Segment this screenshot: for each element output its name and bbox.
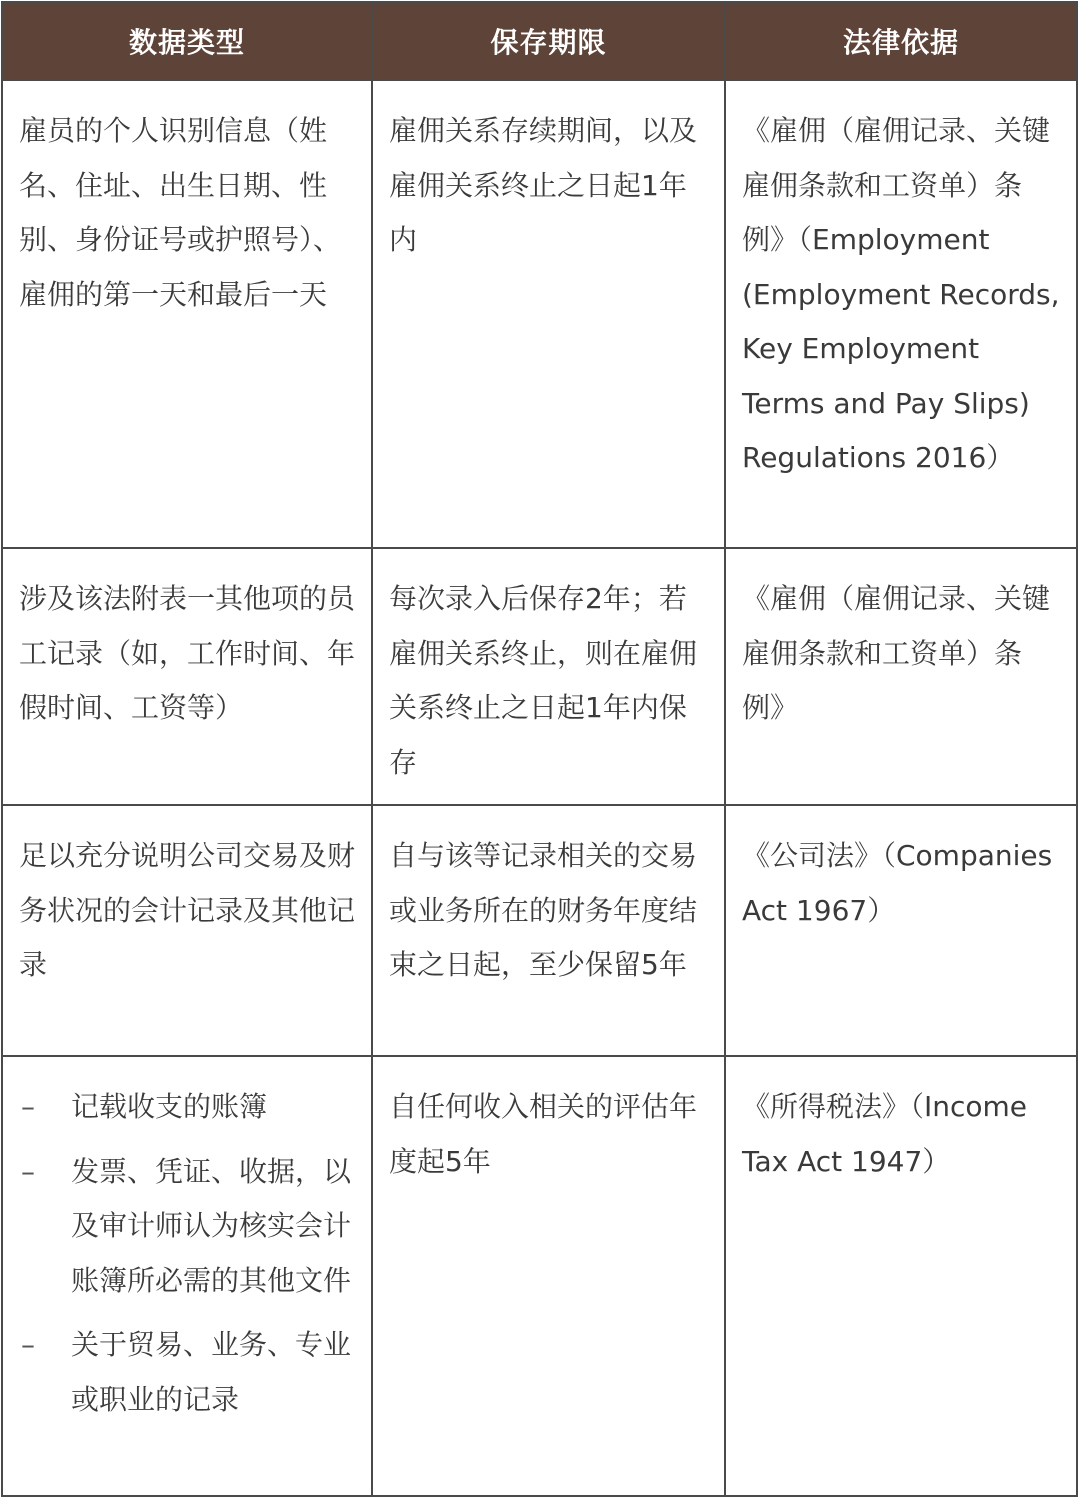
list-item [19, 1318, 357, 1427]
data-type-cell: 足以充分说明公司交易及财务状况的会计记录及其他记录 [2, 805, 372, 1056]
data-type-cell: 涉及该法附表一其他项的员工记录（如，工作时间、年假时间、工资等） [2, 548, 372, 805]
table-row [2, 805, 1077, 1056]
table-row [2, 80, 1077, 548]
retention-cell: 雇佣关系存续期间，以及雇佣关系终止之日起1年内 [372, 80, 725, 548]
list-item-text: 关于贸易、业务、专业或职业的记录 [71, 1328, 352, 1416]
retention-cell: 每次录入后保存2年；若雇佣关系终止，则在雇佣关系终止之日起1年内保存 [372, 548, 725, 805]
list-item [19, 1080, 357, 1135]
table-row [2, 1056, 1077, 1496]
dash-bullet: – [21, 1154, 35, 1188]
dash-bullet: – [21, 1328, 35, 1361]
list-item-text: 发票、凭证、收据，以及审计师认为核实会计账簿所必需的其他文件 [71, 1154, 352, 1297]
table-header-row [2, 2, 1077, 80]
data-type-cell [2, 1056, 372, 1496]
table-row [2, 548, 1077, 805]
data-type-list [19, 1080, 357, 1427]
header-legal-basis: 法律依据 [725, 2, 1077, 80]
header-data-type: 数据类型 [2, 2, 372, 80]
header-retention-period: 保存期限 [372, 2, 725, 80]
dash-bullet: – [21, 1090, 35, 1123]
retention-table [1, 1, 1078, 1497]
legal-basis-cell: 《雇佣（雇佣记录、关键雇佣条款和工资单）条例》 [725, 548, 1077, 805]
legal-basis-cell: 《雇佣（雇佣记录、关键雇佣条款和工资单）条例》（Employment (Employment Records, Key Employment Terms and Pay Slips) Regulations 2016） [725, 80, 1077, 548]
legal-basis-cell: 《所得税法》（Income Tax Act 1947） [725, 1056, 1077, 1496]
data-type-cell: 雇员的个人识别信息（姓名、住址、出生日期、性别、身份证号或护照号）、雇佣的第一天和最后一天 [2, 80, 372, 548]
legal-basis-cell: 《公司法》（Companies Act 1967） [725, 805, 1077, 1056]
list-item [19, 1145, 357, 1309]
retention-cell: 自任何收入相关的评估年度起5年 [372, 1056, 725, 1496]
list-item-text: 记载收支的账簿 [71, 1090, 268, 1123]
retention-cell: 自与该等记录相关的交易或业务所在的财务年度结束之日起，至少保留5年 [372, 805, 725, 1056]
